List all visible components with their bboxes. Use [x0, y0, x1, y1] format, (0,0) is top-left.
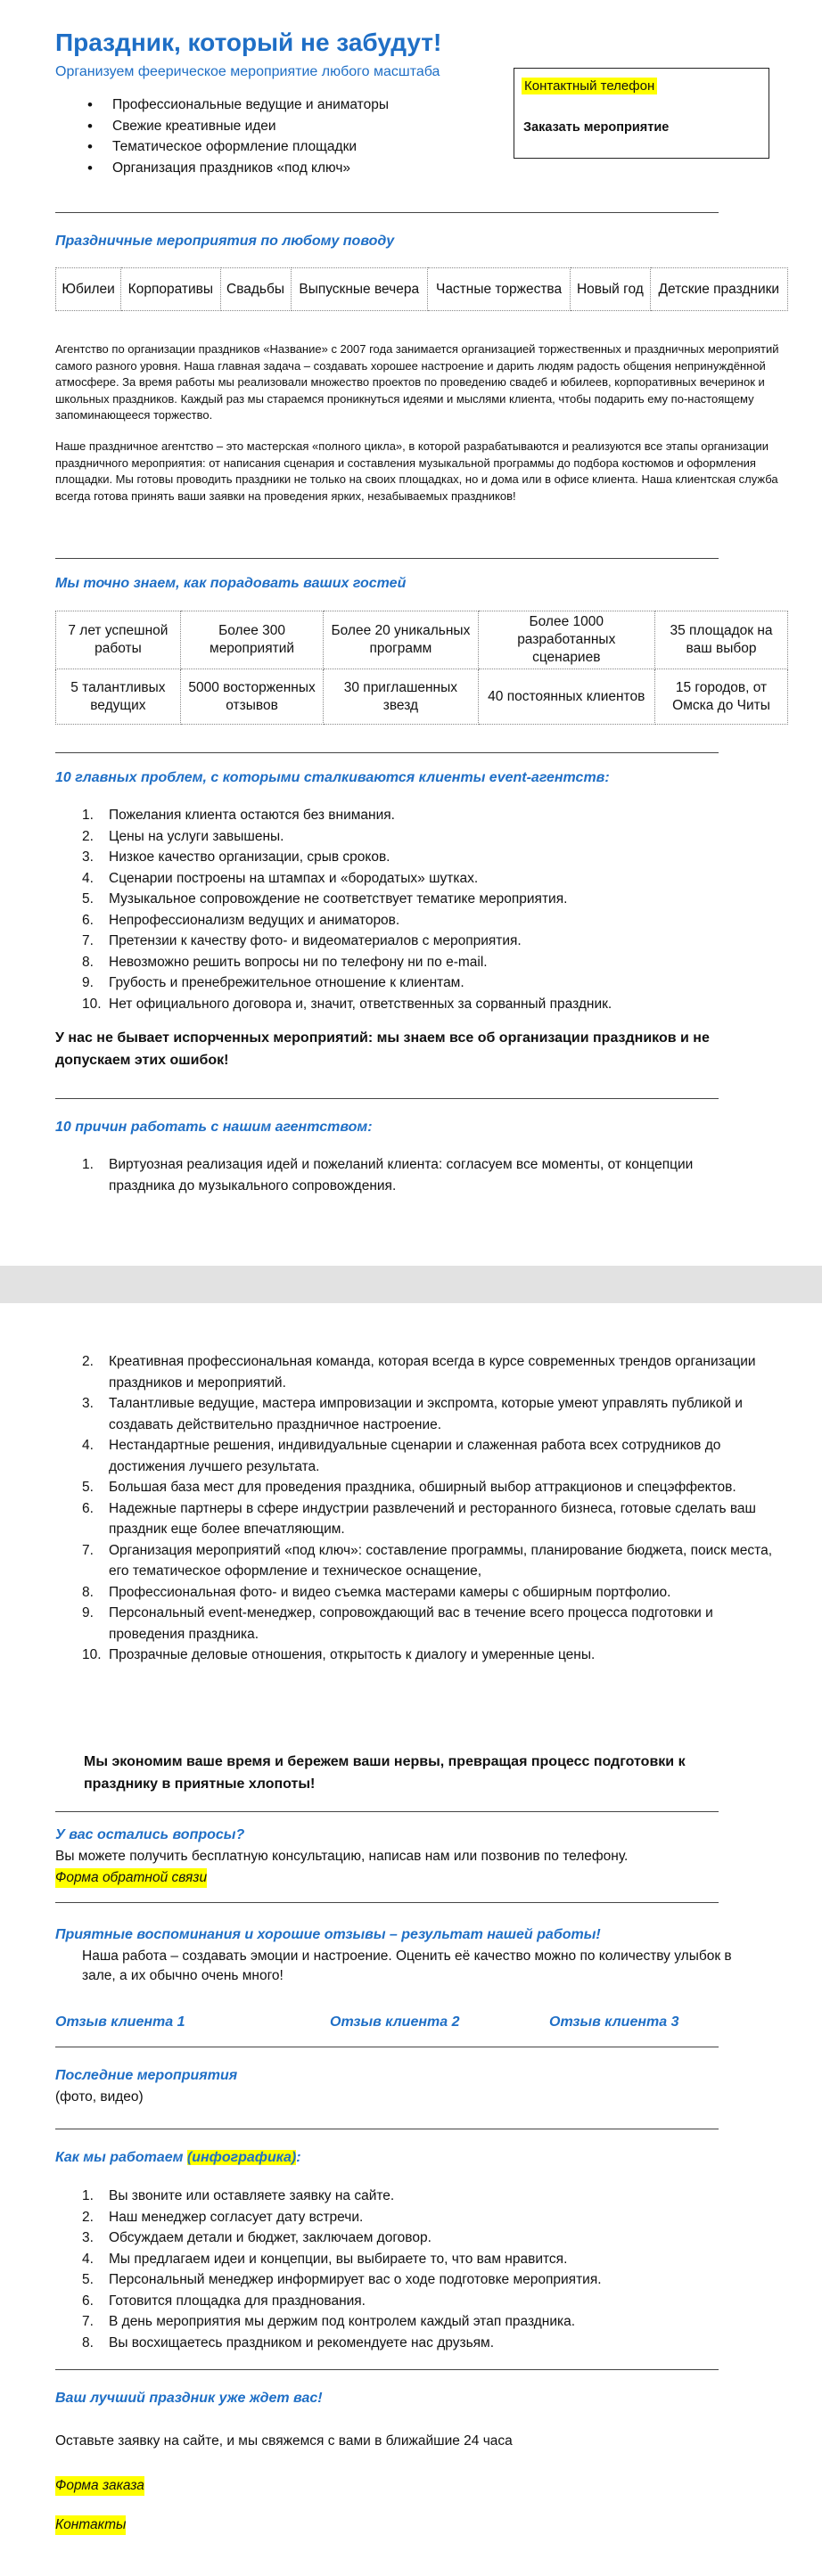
feedback-form-link[interactable]: Форма обратной связи — [55, 1868, 207, 1888]
problem-item: 7. Претензии к качеству фото- и видеоматериалов с мероприятия. — [82, 933, 522, 948]
stat-cell: Более 20 уникальных программ — [324, 611, 478, 669]
cta-heading: Ваш лучший праздник уже ждет вас! — [55, 2391, 323, 2406]
process-step: 7. В день мероприятия мы держим под контролем каждый этап праздника. — [82, 2314, 576, 2329]
reviews-heading: Приятные воспоминания и хорошие отзывы – результат нашей работы! — [55, 1927, 601, 1942]
problem-item: 9. Грубость и пренебрежительное отношение к клиентам. — [82, 975, 464, 990]
process-heading: Как мы работаем (инфографика): — [55, 2150, 301, 2165]
stats-heading: Мы точно знаем, как порадовать ваших гостей — [55, 576, 407, 591]
reasons-list-page2 — [55, 1351, 786, 1666]
process-steps-list — [55, 2186, 769, 2353]
process-step: 2. Наш менеджер согласует дату встречи. — [82, 2209, 364, 2225]
divider — [55, 1902, 719, 1903]
divider — [55, 752, 719, 753]
process-step: 8. Вы восхищаетесь праздником и рекомендуете нас друзьям. — [82, 2334, 495, 2350]
stat-cell: 5 талантливых ведущих — [56, 669, 181, 725]
recent-events-text: (фото, видео) — [55, 2089, 144, 2104]
stats-table — [55, 611, 788, 725]
problems-conclusion: У нас не бывает испорченных мероприятий: мы знаем все об организации праздников и не допускаем этих ошибок! — [55, 1030, 710, 1068]
problem-item: 8. Невозможно решить вопросы ни по телефону ни по e-mail. — [82, 954, 488, 970]
stat-cell: 5000 восторженных отзывов — [180, 669, 323, 725]
questions-text: Вы можете получить бесплатную консультацию, написав нам или позвонив по телефону. — [55, 1849, 629, 1864]
problem-item: 3. Низкое качество организации, срыв сроков. — [82, 849, 390, 865]
contact-phone-link[interactable]: Контактный телефон — [522, 78, 657, 94]
reason-item: 3. Талантливые ведущие, мастера импровизации и экспромта, которые умеют управлять публикой и создавать действительно праздничное настроение. — [82, 1396, 743, 1432]
problem-item: 2. Цены на услуги завышены. — [82, 828, 284, 844]
cta-text: Оставьте заявку на сайте, и мы свяжемся с вами в ближайшие 24 часа — [55, 2433, 513, 2449]
page-title: Праздник, который не забудут! — [55, 29, 442, 56]
stat-cell: 15 городов, от Омска до Читы — [655, 669, 788, 725]
stat-cell: 7 лет успешной работы — [56, 611, 181, 669]
divider — [55, 1811, 719, 1812]
client-review-link-1[interactable]: Отзыв клиента 1 — [55, 2014, 185, 2030]
event-type-cell: Новый год — [571, 268, 650, 311]
page-break — [0, 1266, 822, 1303]
reason-item: 8. Профессиональная фото- и видео съемка мастерами камеры с обширным портфолио. — [82, 1584, 671, 1600]
stat-cell: 40 постоянных клиентов — [478, 669, 654, 725]
reason-item: 7. Организация мероприятий «под ключ»: составление программы, планирование бюджета, поиск места, его тематическое оформление и техническое оснащение, — [82, 1542, 773, 1579]
process-step: 1. Вы звоните или оставляете заявку на сайте. — [82, 2188, 395, 2203]
reason-item: 10. Прозрачные деловые отношения, открытость к диалогу и умеренные цены. — [82, 1647, 596, 1662]
bullet-item: • Профессиональные ведущие и аниматоры — [71, 94, 389, 116]
questions-heading: У вас остались вопросы? — [55, 1827, 245, 1842]
page-subtitle: Организуем феерическое мероприятие любого масштаба — [55, 64, 440, 79]
stat-cell: 35 площадок на ваш выбор — [655, 611, 788, 669]
event-type-cell: Свадьбы — [220, 268, 291, 311]
reasons-conclusion: Мы экономим ваше время и бережем ваши нервы, превращая процесс подготовки к празднику в приятные хлопоты! — [84, 1754, 686, 1792]
bullet-item: • Тематическое оформление площадки — [71, 136, 389, 158]
client-review-link-3[interactable]: Отзыв клиента 3 — [549, 2014, 679, 2030]
event-type-cell: Юбилеи — [56, 268, 121, 311]
divider — [55, 212, 719, 213]
problem-item: 4. Сценарии построены на штампах и «бородатых» шутках. — [82, 870, 479, 886]
stat-cell: 30 приглашенных звезд — [324, 669, 478, 725]
document-page-2 — [0, 1303, 822, 2576]
problem-item: 6. Непрофессионализм ведущих и аниматоров. — [82, 912, 400, 928]
stat-cell: Более 1000 разработанных сценариев — [478, 611, 654, 669]
event-type-cell: Корпоративы — [121, 268, 220, 311]
reason-item: 1. Виртуозная реализация идей и пожеланий клиента: согласуем все моменты, от концепции праздника до музыкального сопровождения. — [82, 1157, 694, 1194]
contacts-link[interactable]: Контакты — [55, 2515, 126, 2535]
client-review-link-2[interactable]: Отзыв клиента 2 — [330, 2014, 460, 2030]
problems-heading: 10 главных проблем, с которыми сталкиваются клиенты event-агентств: — [55, 770, 610, 785]
contact-box — [514, 68, 769, 159]
problem-item: 10. Нет официального договора и, значит, ответственных за сорванный праздник. — [82, 996, 612, 1012]
reasons-heading: 10 причин работать с нашим агентством: — [55, 1120, 373, 1135]
bullet-item: • Свежие креативные идеи — [71, 116, 389, 137]
problem-item: 1. Пожелания клиента остаются без внимания. — [82, 808, 395, 823]
problems-list — [55, 805, 751, 1014]
process-step: 4. Мы предлагаем идеи и концепции, вы выбираете то, что вам нравится. — [82, 2251, 568, 2267]
reason-item: 9. Персональный event-менеджер, сопровождающий вас в течение всего процесса подготовки и проведения праздника. — [82, 1605, 713, 1642]
process-step: 5. Персональный менеджер информирует вас о ходе подготовке мероприятия. — [82, 2272, 602, 2287]
event-types-table — [55, 267, 788, 311]
order-event-link[interactable]: Заказать мероприятие — [523, 120, 670, 135]
process-step: 6. Готовится площадка для празднования. — [82, 2293, 366, 2309]
reason-item: 2. Креативная профессиональная команда, которая всегда в курсе современных трендов организации праздников и мероприятий. — [82, 1354, 756, 1391]
document-page-1 — [0, 0, 822, 1266]
divider — [55, 2369, 719, 2370]
stat-cell: Более 300 мероприятий — [180, 611, 323, 669]
divider — [55, 558, 719, 559]
order-form-link[interactable]: Форма заказа — [55, 2476, 144, 2496]
event-type-cell: Детские праздники — [650, 268, 787, 311]
bullet-item: • Организация праздников «под ключ» — [71, 158, 389, 179]
event-type-cell: Выпускные вечера — [291, 268, 427, 311]
reason-item: 5. Большая база мест для проведения праздника, обширный выбор аттракционов и спецэффектов. — [82, 1480, 736, 1495]
event-type-cell: Частные торжества — [427, 268, 570, 311]
reason-item: 4. Нестандартные решения, индивидуальные сценарии и слаженная работа всех сотрудников до достижения лучшего результата. — [82, 1438, 721, 1474]
problem-item: 5. Музыкальное сопровождение не соответствует тематике мероприятия. — [82, 891, 568, 907]
reason-item: 6. Надежные партнеры в сфере индустрии развлечений и ресторанного бизнеса, готовые сделать ваш праздник еще более впечатляющим. — [82, 1500, 756, 1537]
about-paragraph-2: Наше праздничное агентство – это мастерская «полного цикла», в которой разрабатываются и реализуются все этапы организации праздничного мероприятия: от написания сценария и составления музыкальной программы до подбора костюмов и оформления площадки. Мы готовы проводить праздники не только на своих площадках, но и дома или в офисе клиента. Наша клиентская служба всегда готова принять ваши заявки на проведения ярких, незабываемых праздников! — [55, 439, 778, 503]
reviews-text: Наша работа – создавать эмоции и настроение. Оценить её качество можно по количеству улыбок в зале, а их обычно очень много! — [82, 1948, 732, 1983]
events-heading: Праздничные мероприятия по любому поводу — [55, 234, 395, 249]
recent-events-heading: Последние мероприятия — [55, 2068, 238, 2083]
reasons-list-page1 — [55, 1154, 751, 1196]
process-step: 3. Обсуждаем детали и бюджет, заключаем договор. — [82, 2230, 432, 2245]
feature-bullets — [71, 94, 389, 178]
divider — [55, 1098, 719, 1099]
about-paragraph-1: Агентство по организации праздников «Название» с 2007 года занимается организацией торжественных и праздничных мероприятий самого разного уровня. Наша главная задача – создавать хорошее настроение и дарить людям радость общения непринуждённой атмосфере. За время работы мы реализовали множество проектов по проведению свадеб и юбилеев, корпоративных вечеринок и школьных праздников. Каждый раз мы стараемся проникнуться идеями и мыслями клиента, чтобы подарить ему по-настоящему запоминающееся торжество. — [55, 342, 779, 422]
